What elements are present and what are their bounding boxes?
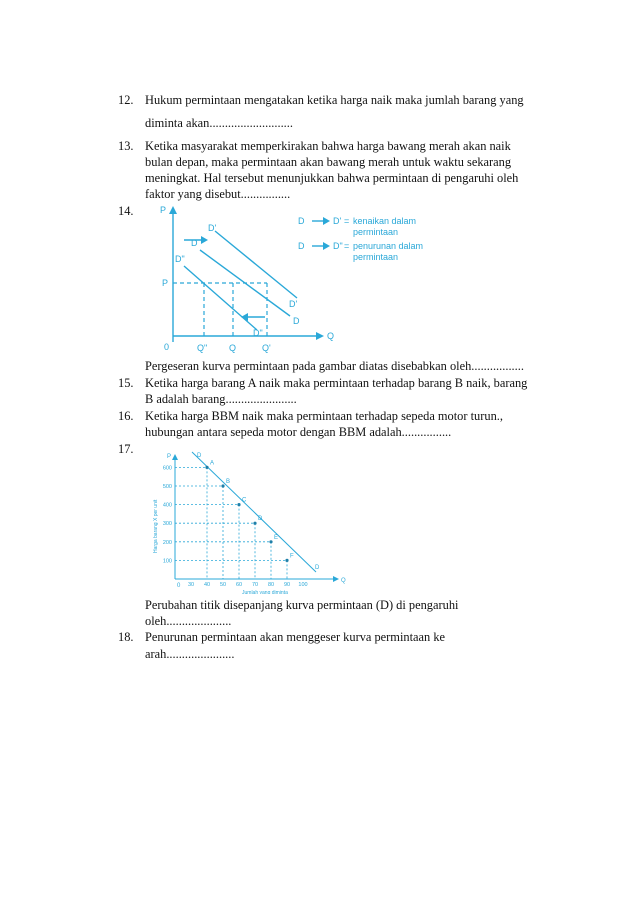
axis-label-q: Q: [341, 578, 346, 584]
y-tick-label: 300: [162, 521, 172, 528]
legend-arrow-1-head: [323, 217, 330, 225]
question-text: Ketika harga barang A naik maka permintaan terhadap barang B naik, barang: [145, 376, 528, 390]
point-label: C: [242, 497, 247, 504]
question-text: Hukum permintaan mengatakan ketika harga naik maka jumlah barang yang: [145, 93, 524, 107]
curve-label-end: D: [315, 565, 320, 571]
x-tick-label: 30: [187, 582, 195, 588]
axis-label-p: P: [167, 454, 172, 460]
point-c: [237, 503, 240, 506]
y-tick-label: 400: [162, 502, 172, 509]
question-text: bulan depan, maka permintaan akan bawang merah untuk waktu sekarang: [145, 155, 512, 169]
question-text: meningkat. Hal tersebut menunjukkan bahwa permintaan di pengaruhi oleh: [145, 171, 519, 185]
curve-d-double-prime: [184, 266, 257, 330]
tick-q: Q: [229, 343, 237, 353]
q-axis-arrow: [316, 332, 324, 340]
point-label: B: [226, 479, 231, 485]
label-d-double-prime-bottom: D": [253, 328, 263, 338]
question-text: Perubahan titik disepanjang kurva permintaan (D) di pengaruhi: [145, 598, 459, 612]
y-tick-label: 500: [162, 484, 172, 490]
origin-label: 0: [164, 342, 170, 352]
demand-points-chart: [148, 448, 358, 594]
legend-2-to: D": [333, 241, 343, 251]
y-tick-label: 600: [162, 465, 172, 472]
legend-2-eq: =: [344, 241, 350, 251]
question-text: Ketika masyarakat memperkirakan bahwa harga bawang merah akan naik: [145, 139, 511, 153]
question-text: hubungan antara sepeda motor dengan BBM adalah................: [145, 425, 452, 439]
x-tick-label: 100: [298, 582, 308, 588]
legend-1-eq: =: [344, 216, 350, 226]
question-number: 16.: [118, 409, 134, 423]
point-label: F: [290, 553, 294, 560]
question-text: diminta akan...........................: [145, 116, 293, 130]
y-tick-label: 100: [162, 558, 172, 565]
axis-label-q: Q: [327, 331, 335, 341]
y-axis-title: Harga barang X per unit: [153, 499, 159, 553]
point-e: [269, 540, 272, 543]
point-label: A: [210, 460, 215, 467]
legend-1-text2: permintaan: [353, 227, 399, 237]
question-number: 14.: [118, 204, 134, 218]
shift-right-arrowhead: [201, 236, 208, 244]
question-text: B adalah barang.......................: [145, 392, 297, 406]
curve-d-prime: [215, 231, 297, 298]
x-axis-title: Jumlah yang diminta: [242, 590, 288, 594]
legend-1-to: D': [333, 216, 342, 226]
label-d-double-prime-top: D": [175, 254, 185, 264]
legend-2-text1: penurunan dalam: [353, 241, 424, 251]
point-label: D: [258, 516, 263, 523]
demand-curve: [192, 452, 316, 572]
legend-2-from: D: [298, 241, 305, 251]
legend-2-text2: permintaan: [353, 252, 399, 262]
point-a: [205, 466, 208, 469]
x-tick-label: 70: [251, 582, 259, 588]
label-d-bottom: D: [293, 316, 300, 326]
question-number: 17.: [118, 442, 134, 456]
question-text: Penurunan permintaan akan menggeser kurva permintaan ke: [145, 630, 446, 644]
question-number: 13.: [118, 139, 134, 153]
price-label: P: [162, 278, 169, 288]
point-f: [285, 559, 288, 562]
tick-q-prime: Q': [262, 343, 271, 353]
x-tick-label: 40: [203, 582, 211, 588]
demand-shift-chart: [140, 198, 560, 358]
p-axis-arrow: [169, 206, 177, 214]
question-text: arah......................: [145, 647, 235, 661]
question-text: oleh.....................: [145, 614, 232, 628]
curve-label-start: D: [197, 453, 202, 459]
tick-q-double-prime: Q": [197, 343, 208, 353]
label-d-top: D: [191, 238, 198, 248]
question-number: 18.: [118, 630, 134, 644]
axis-label-p: P: [160, 205, 167, 215]
x-tick-label: 50: [219, 582, 227, 588]
point-b: [221, 484, 224, 487]
point-label: E: [274, 534, 279, 541]
x-axis-arrow: [333, 576, 339, 582]
legend-1-text1: kenaikan dalam: [353, 216, 417, 226]
question-text: Pergeseran kurva permintaan pada gambar diatas disebabkan oleh.................: [145, 359, 524, 373]
y-axis-arrow: [172, 454, 178, 460]
label-d-prime-bottom: D': [289, 299, 298, 309]
question-text: Ketika harga BBM naik maka permintaan terhadap sepeda motor turun.,: [145, 409, 503, 423]
point-d: [253, 522, 256, 525]
legend-1-from: D: [298, 216, 305, 226]
origin-label: 0: [177, 583, 181, 589]
x-tick-label: 90: [283, 582, 291, 588]
question-number: 15.: [118, 376, 134, 390]
y-tick-label: 200: [162, 539, 172, 546]
label-d-prime-top: D': [208, 223, 217, 233]
question-number: 12.: [118, 93, 134, 107]
x-tick-label: 80: [267, 582, 275, 588]
legend-arrow-2-head: [323, 242, 330, 250]
question-text: faktor yang disebut................: [145, 187, 291, 201]
x-tick-label: 60: [235, 582, 243, 588]
